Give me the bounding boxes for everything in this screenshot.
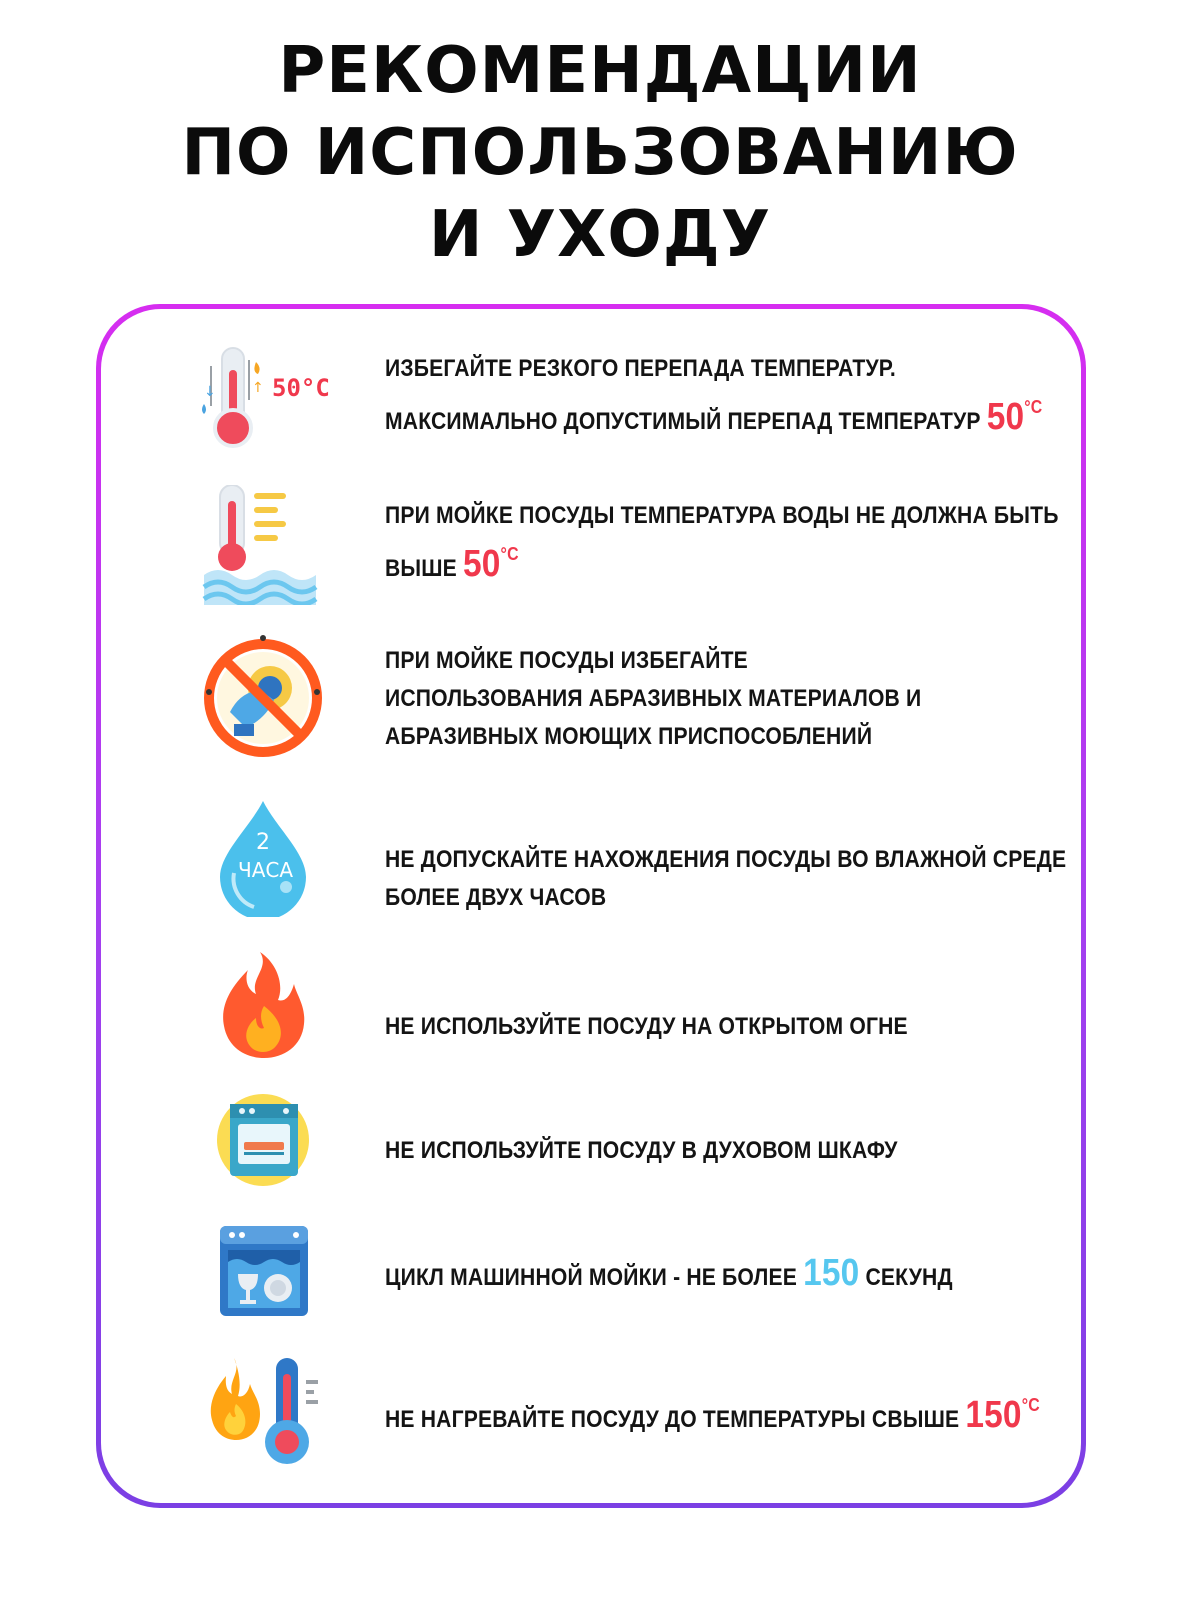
title-line-3: И УХОДУ bbox=[428, 198, 772, 272]
item-text: НЕ ИСПОЛЬЗУЙТЕ ПОСУДУ В ДУХОВОМ ШКАФУ bbox=[385, 1137, 898, 1164]
highlight-value: 150 bbox=[965, 1394, 1022, 1436]
item-text: НЕ ДОПУСКАЙТЕ НАХОЖДЕНИЯ ПОСУДЫ ВО ВЛАЖНОЙ СРЕДЕ БОЛЕЕ ДВУХ ЧАСОВ bbox=[385, 846, 1067, 911]
item-text: ЦИКЛ МАШИННОЙ МОЙКИ - НЕ БОЛЕЕ 150 СЕКУНД bbox=[385, 1252, 953, 1294]
icon-temperature-label: 50°C bbox=[272, 374, 330, 402]
highlight-value: 50 bbox=[463, 543, 501, 585]
item-text: ПРИ МОЙКЕ ПОСУДЫ ТЕМПЕРАТУРА ВОДЫ НЕ ДОЛЖНА БЫТЬ ВЫШЕ $50^{^\circ C}$ bbox=[385, 502, 1059, 585]
water-drop-icon bbox=[190, 797, 340, 917]
page-title bbox=[0, 30, 1200, 276]
svg-text:↓: ↓ bbox=[204, 384, 216, 400]
icon-hours-number: 2 bbox=[256, 830, 270, 855]
fire-thermometer-icon bbox=[190, 1354, 340, 1474]
svg-text:↑: ↑ bbox=[252, 380, 264, 396]
no-abrasive-scrubbing-icon bbox=[190, 632, 340, 762]
highlight-unit: °C bbox=[500, 544, 519, 564]
title-line-2: ПО ИСПОЛЬЗОВАНИЮ bbox=[181, 116, 1019, 190]
title-line-1: РЕКОМЕНДАЦИИ bbox=[278, 34, 922, 108]
oven-icon bbox=[190, 1090, 340, 1210]
item-text: ИЗБЕГАЙТЕ РЕЗКОГО ПЕРЕПАДА ТЕМПЕРАТУР. МАКСИМАЛЬНО ДОПУСТИМЫЙ ПЕРЕПАД ТЕМПЕРАТУР $50^{^\circ C}$ bbox=[385, 355, 1043, 438]
highlight-unit: °C bbox=[1021, 1395, 1040, 1415]
highlight-value: 150 bbox=[803, 1252, 860, 1294]
highlight-unit: °C bbox=[1024, 397, 1043, 417]
thermometer-water-icon bbox=[190, 485, 340, 605]
icon-hours-word: ЧАСА bbox=[238, 858, 294, 882]
thermometer-temperature-drop-icon bbox=[190, 340, 340, 460]
highlight-value: 50 bbox=[986, 396, 1025, 438]
item-text: НЕ ИСПОЛЬЗУЙТЕ ПОСУДУ НА ОТКРЫТОМ ОГНЕ bbox=[385, 1013, 908, 1040]
dishwasher-icon bbox=[190, 1222, 340, 1342]
fire-icon bbox=[190, 948, 340, 1068]
item-text: ПРИ МОЙКЕ ПОСУДЫ ИЗБЕГАЙТЕ ИСПОЛЬЗОВАНИЯ АБРАЗИВНЫХ МАТЕРИАЛОВ И АБРАЗИВНЫХ МОЮЩИХ ПРИСПОСОБЛЕНИЙ bbox=[385, 647, 922, 750]
item-text: НЕ НАГРЕВАЙТЕ ПОСУДУ ДО ТЕМПЕРАТУРЫ СВЫШЕ $150^{^\circ C}$ bbox=[385, 1394, 1040, 1436]
